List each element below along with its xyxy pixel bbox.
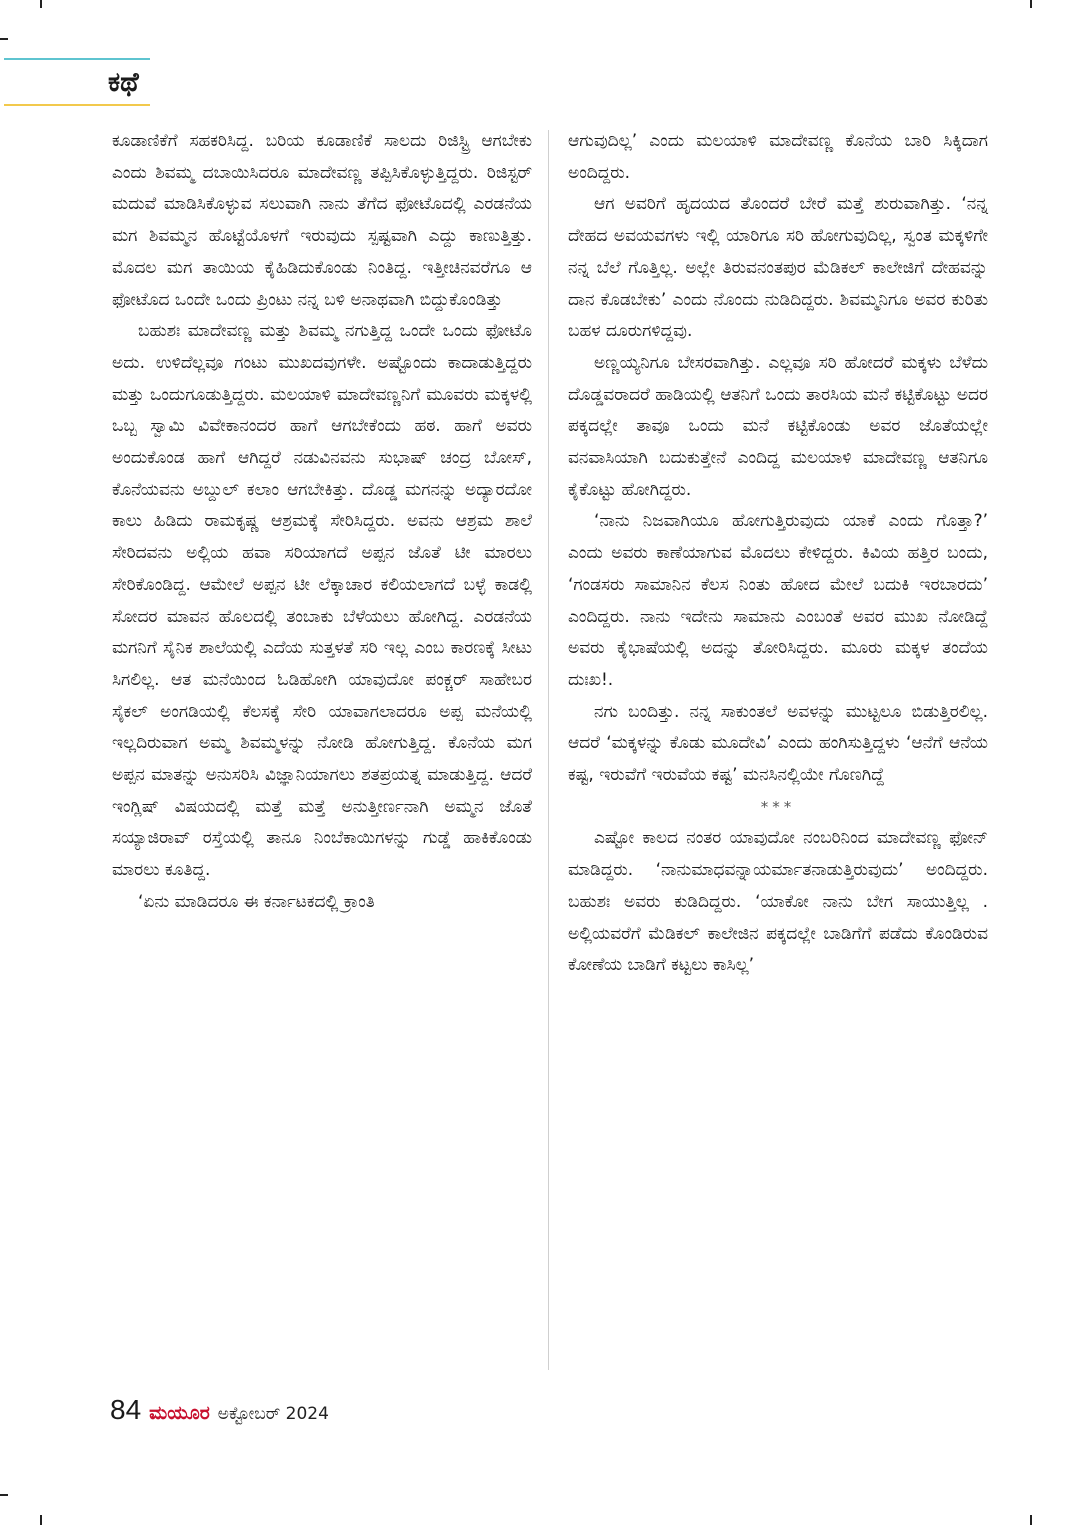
section-separator: *** (760, 797, 796, 816)
page-number: 84 (110, 1394, 142, 1425)
article-column-right (568, 126, 988, 982)
paragraph: ನಗು ಬಂದಿತ್ತು. ನನ್ನ ಸಾಕುಂತಲೆ ಅವಳನ್ನು ಮುಟ್ಟಲೂ ಬಿಡುತ್ತಿರಲಿಲ್ಲ. ಆದರೆ ‘ಮಕ್ಕಳನ್ನು ಕೊಡು ಮೂದೇವಿ’ ಎಂದು ಹಂಗಿಸುತ್ತಿದ್ದಳು ‘ಆನೆಗೆ ಆನೆಯ ಕಷ್ಟ, ಇರುವೆಗೆ ಇರುವೆಯ ಕಷ್ಟ’ ಮನಸಿನಲ್ಲಿಯೇ ಗೊಣಗಿದ್ದೆ (568, 701, 988, 786)
paragraph: ಆಗ ಅವರಿಗೆ ಹೃದಯದ ತೊಂದರೆ ಬೇರೆ ಮತ್ತೆ ಶುರುವಾಗಿತ್ತು. ‘ನನ್ನ ದೇಹದ ಅವಯವಗಳು ಇಲ್ಲಿ ಯಾರಿಗೂ ಸರಿ ಹೋಗುವುದಿಲ್ಲ, ಸ್ವಂತ ಮಕ್ಕಳಿಗೇ ನನ್ನ ಬೆಲೆ ಗೊತ್ತಿಲ್ಲ. ಅಲ್ಲೇ ತಿರುವನಂತಪುರ ಮೆಡಿಕಲ್ ಕಾಲೇಜಿಗೆ ದೇಹವನ್ನು ದಾನ ಕೊಡಬೇಕು’ ಎಂದು ನೊಂದು ನುಡಿದಿದ್ದರು. ಶಿವಮ್ಮನಿಗೂ ಅವರ ಕುರಿತು ಬಹಳ ದೂರುಗಳಿದ್ದವು. (568, 194, 988, 342)
paragraph: ಎಷ್ಟೋ ಕಾಲದ ನಂತರ ಯಾವುದೋ ನಂಬರಿನಿಂದ ಮಾದೇವಣ್ಣ ಫೋನ್ ಮಾಡಿದ್ದರು. ‘ನಾನುಮಾಧವನ್ನಾಯರ್ಮಾತನಾಡುತ್ತಿರುವುದು’ ಅಂದಿದ್ದರು. ಬಹುಶಃ ಅವರು ಕುಡಿದಿದ್ದರು. ‘ಯಾಕೋ ನಾನು ಬೇಗ ಸಾಯುತ್ತಿಲ್ಲ . ಅಲ್ಲಿಯವರೆಗೆ ಮೆಡಿಕಲ್ ಕಾಲೇಜಿನ ಪಕ್ಕದಲ್ಲೇ ಬಾಡಿಗೆಗೆ ಪಡೆದು ಕೊಂಡಿರುವ ಕೋಣೆಯ ಬಾಡಿಗೆ ಕಟ್ಟಲು ಕಾಸಿಲ್ಲ’ (568, 828, 988, 976)
header-rule-top (4, 58, 150, 60)
crop-mark (0, 1494, 8, 1496)
paragraph: ಆಗುವುದಿಲ್ಲ’ ಎಂದು ಮಲಯಾಳಿ ಮಾದೇವಣ್ಣ ಕೊನೆಯ ಬಾರಿ ಸಿಕ್ಕಿದಾಗ ಅಂದಿದ್ದರು. (568, 131, 988, 183)
magazine-logo: ಮಯೂರ (149, 1402, 210, 1424)
crop-mark (40, 1515, 42, 1525)
paragraph: ಬಹುಶಃ ಮಾದೇವಣ್ಣ ಮತ್ತು ಶಿವಮ್ಮ ನಗುತ್ತಿದ್ದ ಒಂದೇ ಒಂದು ಫೋಟೊ ಅದು. ಉಳಿದೆಲ್ಲವೂ ಗಂಟು ಮುಖದವುಗಳೇ. ಅಷ್ಟೊಂದು ಕಾದಾಡುತ್ತಿದ್ದರು ಮತ್ತು ಒಂದುಗೂಡುತ್ತಿದ್ದರು. ಮಲಯಾಳಿ ಮಾದೇವಣ್ಣನಿಗೆ ಮೂವರು ಮಕ್ಕಳಲ್ಲಿ ಒಬ್ಬ ಸ್ವಾಮಿ ವಿವೇಕಾನಂದರ ಹಾಗೆ ಆಗಬೇಕೆಂದು ಹಠ. ಹಾಗೆ ಅವರು ಅಂದುಕೊಂಡ ಹಾಗೆ ಆಗಿದ್ದರೆ ನಡುವಿನವನು ಸುಭಾಷ್ ಚಂದ್ರ ಬೋಸ್, ಕೊನೆಯವನು ಅಬ್ದುಲ್ ಕಲಾಂ ಆಗಬೇಕಿತ್ತು. ದೊಡ್ಡ ಮಗನನ್ನು ಅದ್ಯಾರದೋ ಕಾಲು ಹಿಡಿದು ರಾಮಕೃಷ್ಣ ಆಶ್ರಮಕ್ಕೆ ಸೇರಿಸಿದ್ದರು. ಅವನು ಆಶ್ರಮ ಶಾಲೆ ಸೇರಿದವನು ಅಲ್ಲಿಯ ಹವಾ ಸರಿಯಾಗದೆ ಅಪ್ಪನ ಜೊತೆ ಟೀ ಮಾರಲು ಸೇರಿಕೊಂಡಿದ್ದ. ಆಮೇಲೆ ಅಪ್ಪನ ಟೀ ಲೆಕ್ಕಾಚಾರ ಕಲಿಯಲಾಗದೆ ಬಳ್ಳೆ ಕಾಡಲ್ಲಿ ಸೋದರ ಮಾವನ ಹೊಲದಲ್ಲಿ ತಂಬಾಕು ಬೆಳೆಯಲು ಹೋಗಿದ್ದ. ಎರಡನೆಯ ಮಗನಿಗೆ ಸೈನಿಕ ಶಾಲೆಯಲ್ಲಿ ಎದೆಯ ಸುತ್ತಳತೆ ಸರಿ ಇಲ್ಲ ಎಂಬ ಕಾರಣಕ್ಕೆ ಸೀಟು ಸಿಗಲಿಲ್ಲ. ಆತ ಮನೆಯಿಂದ ಓಡಿಹೋಗಿ ಯಾವುದೋ ಪಂಕ್ಚರ್ ಸಾಹೇಬರ ಸೈಕಲ್ ಅಂಗಡಿಯಲ್ಲಿ ಕೆಲಸಕ್ಕೆ ಸೇರಿ ಯಾವಾಗಲಾದರೂ ಅಪ್ಪ ಮನೆಯಲ್ಲಿ ಇಲ್ಲದಿರುವಾಗ ಅಮ್ಮ ಶಿವಮ್ಮಳನ್ನು ನೋಡಿ ಹೋಗುತ್ತಿದ್ದ. ಕೊನೆಯ ಮಗ ಅಪ್ಪನ ಮಾತನ್ನು ಅನುಸರಿಸಿ ವಿಜ್ಞಾನಿಯಾಗಲು ಶತಪ್ರಯತ್ನ ಮಾಡುತ್ತಿದ್ದ. ಆದರೆ ಇಂಗ್ಲಿಷ್ ವಿಷಯದಲ್ಲಿ ಮತ್ತೆ ಮತ್ತೆ ಅನುತ್ತೀರ್ಣನಾಗಿ ಅಮ್ಮನ ಜೊತೆ ಸಯ್ಯಾಜಿರಾವ್ ರಸ್ತೆಯಲ್ಲಿ ತಾನೂ ನಿಂಬೆಕಾಯಿಗಳನ್ನು ಗುಡ್ಡೆ ಹಾಕಿಕೊಂಡು ಮಾರಲು ಕೂತಿದ್ದ. (112, 321, 532, 881)
section-title: ಕಥೆ (108, 67, 139, 98)
article-column-left (112, 126, 532, 919)
crop-mark (1030, 0, 1032, 8)
crop-mark (40, 0, 42, 8)
page-footer (110, 1394, 329, 1430)
paragraph: ಕೂಡಾಣಿಕೆಗೆ ಸಹಕರಿಸಿದ್ದ. ಬರಿಯ ಕೂಡಾಣಿಕೆ ಸಾಲದು ರಿಜಿಸ್ಟ್ರಿ ಆಗಬೇಕು ಎಂದು ಶಿವಮ್ಮ ದಬಾಯಿಸಿದರೂ ಮಾದೇವಣ್ಣ ತಪ್ಪಿಸಿಕೊಳ್ಳುತ್ತಿದ್ದರು. ರಿಜಿಸ್ಟರ್ ಮದುವೆ ಮಾಡಿಸಿಕೊಳ್ಳುವ ಸಲುವಾಗಿ ನಾನು ತೆಗೆದ ಫೋಟೊದಲ್ಲಿ ಎರಡನೆಯ ಮಗ ಶಿವಮ್ಮನ ಹೊಟ್ಟೆಯೊಳಗೆ ಇರುವುದು ಸ್ಪಷ್ಟವಾಗಿ ಎದ್ದು ಕಾಣುತ್ತಿತ್ತು. ಮೊದಲ ಮಗ ತಾಯಿಯ ಕೈಹಿಡಿದುಕೊಂಡು ನಿಂತಿದ್ದ. ಇತ್ತೀಚಿನವರೆಗೂ ಆ ಫೋಟೊದ ಒಂದೇ ಒಂದು ಪ್ರಿಂಟು ನನ್ನ ಬಳಿ ಅನಾಥವಾಗಿ ಬಿದ್ದುಕೊಂಡಿತ್ತು (112, 131, 532, 310)
paragraph: ‘ನಾನು ನಿಜವಾಗಿಯೂ ಹೋಗುತ್ತಿರುವುದು ಯಾಕೆ ಎಂದು ಗೊತ್ತಾ?’ ಎಂದು ಅವರು ಕಾಣೆಯಾಗುವ ಮೊದಲು ಕೇಳಿದ್ದರು. ಕಿವಿಯ ಹತ್ತಿರ ಬಂದು, ‘ಗಂಡಸರು ಸಾಮಾನಿನ ಕೆಲಸ ನಿಂತು ಹೋದ ಮೇಲೆ ಬದುಕಿ ಇರಬಾರದು’ ಎಂದಿದ್ದರು. ನಾನು ಇದೇನು ಸಾಮಾನು ಎಂಬಂತೆ ಅವರ ಮುಖ ನೋಡಿದ್ದೆ ಅವರು ಕೈಭಾಷೆಯಲ್ಲಿ ಅದನ್ನು ತೋರಿಸಿದ್ದರು. ಮೂರು ಮಕ್ಕಳ ತಂದೆಯ ದುಃಖ!. (568, 511, 988, 690)
paragraph: ಅಣ್ಣಯ್ಯನಿಗೂ ಬೇಸರವಾಗಿತ್ತು. ಎಲ್ಲವೂ ಸರಿ ಹೋದರೆ ಮಕ್ಕಳು ಬೆಳೆದು ದೊಡ್ಡವರಾದರೆ ಹಾಡಿಯಲ್ಲಿ ಆತನಿಗೆ ಒಂದು ತಾರಸಿಯ ಮನೆ ಕಟ್ಟಿಕೊಟ್ಟು ಅದರ ಪಕ್ಕದಲ್ಲೇ ತಾವೂ ಒಂದು ಮನೆ ಕಟ್ಟಿಕೊಂಡು ಅವರ ಜೊತೆಯಲ್ಲೇ ವನವಾಸಿಯಾಗಿ ಬದುಕುತ್ತೇನೆ ಎಂದಿದ್ದ ಮಲಯಾಳಿ ಮಾದೇವಣ್ಣ ಆತನಿಗೂ ಕೈಕೊಟ್ಟು ಹೋಗಿದ್ದರು. (568, 352, 988, 500)
column-divider (548, 130, 549, 1370)
paragraph: ‘ಏನು ಮಾಡಿದರೂ ಈ ಕರ್ನಾಟಕದಲ್ಲಿ ಕ್ರಾಂತಿ (138, 891, 375, 912)
issue-date: ಅಕ್ಟೋಬರ್ 2024 (217, 1404, 329, 1424)
crop-mark (1030, 1515, 1032, 1525)
crop-mark (0, 38, 8, 40)
header-rule-bottom (4, 104, 150, 106)
